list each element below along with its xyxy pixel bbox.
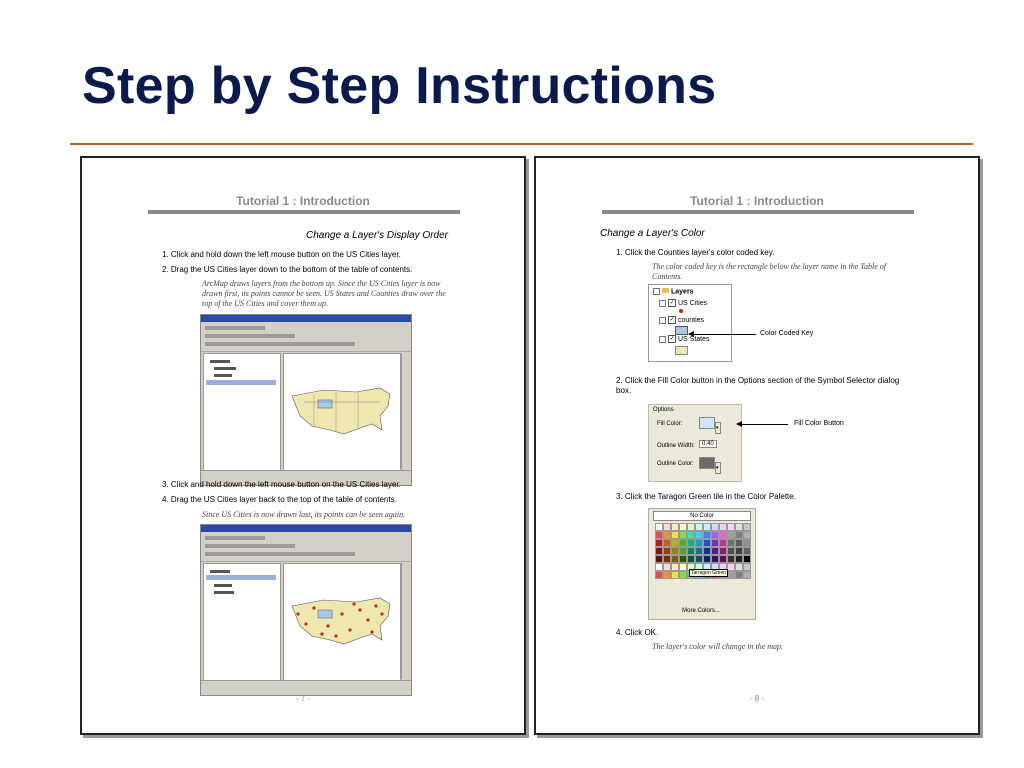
palette-tile[interactable] (719, 539, 727, 547)
fill-color-button[interactable]: ▾ (699, 417, 721, 434)
palette-tile[interactable] (703, 531, 711, 539)
section-title: Change a Layer's Color (600, 228, 705, 239)
palette-tile[interactable] (655, 523, 663, 531)
note-layer-color: The layer's color will change in the map. (652, 642, 784, 651)
page-number: - 8 - (749, 694, 765, 703)
palette-tile[interactable] (679, 523, 687, 531)
states-color-key[interactable] (675, 346, 688, 355)
options-title: Options (653, 407, 674, 413)
us-map-with-cities-icon (284, 564, 400, 680)
palette-tile[interactable] (711, 539, 719, 547)
folder-icon (662, 288, 669, 293)
step-4: 4. Drag the US Cities layer back to the top of the table of contents. (162, 495, 397, 504)
outline-color-label: Outline Color: (657, 461, 694, 467)
palette-tile[interactable] (743, 539, 751, 547)
callout-color-key: Color Coded Key (760, 330, 814, 337)
palette-tile[interactable] (679, 571, 687, 579)
palette-tile[interactable] (679, 531, 687, 539)
title-divider (70, 143, 973, 145)
palette-tile[interactable] (671, 555, 679, 563)
step-1: 1. Click the Counties layer's color coded key. (616, 248, 775, 257)
header-rule (148, 210, 460, 214)
palette-tile[interactable] (655, 563, 663, 571)
note-draw-order: ArcMap draws layers from the bottom up. Since the US Cities layer is now drawn first, its points cannot be seen. US States and Counties draw over the top of the US Cities and cover them up. (202, 279, 446, 308)
palette-tile[interactable] (743, 571, 751, 579)
palette-tile[interactable] (727, 539, 735, 547)
header-rule (602, 210, 914, 214)
palette-tile[interactable] (671, 547, 679, 555)
page-number: - 7 - (295, 694, 311, 703)
palette-tile[interactable] (727, 531, 735, 539)
more-colors-button[interactable]: More Colors... (682, 608, 720, 614)
palette-tile[interactable] (687, 555, 695, 563)
check-icon: ✓ (669, 336, 675, 342)
arcmap-screenshot-before (200, 314, 412, 486)
palette-tile[interactable] (663, 563, 671, 571)
palette-tile[interactable] (735, 547, 743, 555)
palette-tile[interactable] (735, 523, 743, 531)
palette-tile[interactable] (671, 571, 679, 579)
palette-tile[interactable] (703, 547, 711, 555)
palette-tile[interactable] (687, 531, 695, 539)
palette-tile[interactable] (671, 531, 679, 539)
note-color-key: The color coded key is the rectangle below the layer name in the Table of Contents. (652, 262, 887, 281)
options-panel (648, 404, 742, 482)
step-3: 3. Click and hold down the left mouse button on the US Cities layer. (162, 480, 401, 489)
palette-tile[interactable] (743, 555, 751, 563)
palette-tile[interactable] (663, 555, 671, 563)
page-header: Tutorial 1 : Introduction (236, 194, 370, 208)
tutorial-page-8 (534, 156, 980, 735)
city-dot-icon (679, 309, 683, 313)
palette-tile[interactable] (663, 531, 671, 539)
palette-tile[interactable] (743, 563, 751, 571)
palette-tile[interactable] (735, 555, 743, 563)
palette-tile[interactable] (679, 555, 687, 563)
tutorial-page-7 (80, 156, 526, 735)
palette-tile[interactable] (727, 563, 735, 571)
palette-tile[interactable] (671, 563, 679, 571)
page-header: Tutorial 1 : Introduction (690, 194, 824, 208)
layers-panel (648, 284, 732, 362)
palette-tile[interactable] (735, 571, 743, 579)
palette-tile[interactable] (695, 539, 703, 547)
palette-tile[interactable] (663, 539, 671, 547)
palette-tile[interactable] (655, 555, 663, 563)
palette-tile[interactable] (711, 547, 719, 555)
palette-tile[interactable] (687, 547, 695, 555)
palette-tile[interactable] (687, 523, 695, 531)
palette-tile[interactable] (679, 539, 687, 547)
no-color-option[interactable]: No Color (653, 511, 751, 521)
palette-tile[interactable] (655, 539, 663, 547)
palette-tile[interactable] (735, 539, 743, 547)
palette-tile[interactable] (735, 531, 743, 539)
palette-tile[interactable] (695, 523, 703, 531)
palette-tile[interactable] (655, 571, 663, 579)
palette-tile[interactable] (663, 523, 671, 531)
palette-tile[interactable] (671, 523, 679, 531)
check-icon: ✓ (669, 317, 675, 323)
layer-us-cities: US Cities (678, 299, 708, 307)
step-3: 3. Click the Taragon Green tile in the Color Palette. (616, 492, 796, 501)
palette-tile[interactable] (663, 571, 671, 579)
layer-counties: counties (678, 316, 705, 324)
palette-tile[interactable] (711, 531, 719, 539)
slide-title: Step by Step Instructions (82, 57, 717, 115)
palette-tile[interactable] (727, 523, 735, 531)
palette-tile[interactable] (719, 547, 727, 555)
note-cities-visible: Since US Cities is now drawn last, its points can be seen again. (202, 510, 406, 519)
palette-tile[interactable] (743, 547, 751, 555)
tarragon-green-tooltip: Tarragon Green (691, 570, 727, 576)
layers-root: Layers (671, 288, 694, 296)
palette-tile[interactable] (687, 539, 695, 547)
palette-tile[interactable] (679, 563, 687, 571)
counties-color-key[interactable] (675, 326, 688, 335)
palette-tile[interactable] (703, 555, 711, 563)
palette-tile[interactable] (695, 555, 703, 563)
arcmap-screenshot-after (200, 524, 412, 696)
color-palette (648, 508, 756, 620)
palette-tile[interactable] (655, 531, 663, 539)
palette-tile[interactable] (695, 531, 703, 539)
palette-tile[interactable] (711, 555, 719, 563)
step-2: 2. Click the Fill Color button in the Options section of the Symbol Selector dialog box. (616, 376, 900, 395)
palette-tile[interactable] (727, 555, 735, 563)
palette-tile[interactable] (743, 531, 751, 539)
palette-tile[interactable] (735, 563, 743, 571)
palette-tile[interactable] (719, 555, 727, 563)
fill-color-label: Fill Color: (657, 421, 683, 427)
palette-tile[interactable] (695, 547, 703, 555)
palette-tile[interactable] (743, 523, 751, 531)
callout-fill-button: Fill Color Button (794, 420, 844, 427)
step-1: 1. Click and hold down the left mouse button on the US Cities layer. (162, 250, 401, 259)
outline-width-input[interactable]: 0.40 (699, 440, 717, 448)
section-title: Change a Layer's Display Order (306, 230, 448, 241)
step-2: 2. Drag the US Cities layer down to the bottom of the table of contents. (162, 265, 413, 274)
palette-tile[interactable] (663, 547, 671, 555)
palette-tile[interactable] (727, 547, 735, 555)
step-4: 4. Click OK. (616, 628, 659, 637)
palette-tile[interactable] (655, 547, 663, 555)
us-map-icon (284, 354, 400, 470)
outline-color-button[interactable]: ▾ (699, 457, 721, 474)
palette-tile[interactable] (703, 523, 711, 531)
palette-tile[interactable] (703, 539, 711, 547)
palette-tile[interactable] (719, 523, 727, 531)
palette-tile[interactable] (711, 523, 719, 531)
palette-tile[interactable] (679, 547, 687, 555)
check-icon: ✓ (669, 300, 675, 306)
palette-tile[interactable] (727, 571, 735, 579)
layer-us-states: US States (678, 335, 710, 343)
palette-tile[interactable] (671, 539, 679, 547)
palette-tile[interactable] (719, 531, 727, 539)
outline-width-label: Outline Width: (657, 443, 695, 449)
